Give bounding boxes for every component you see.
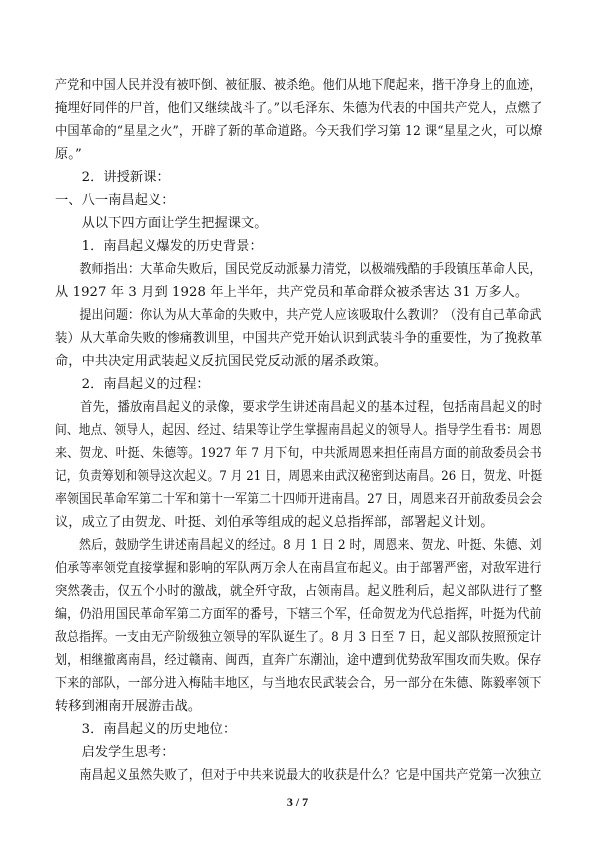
- text-line: 转移到湘南开展游击战。: [55, 699, 202, 714]
- text-line: 提出问题：你认为从大革命的失败中，共产党人应该吸取什么教训？（没有自己革命武: [55, 308, 542, 323]
- text-line: 议，成立了由贺龙、叶挺、刘伯承等组成的起义总指挥部，部署起义计划。: [55, 515, 494, 530]
- text-line: 间、地点、领导人，起因、经过、结果等让学生掌握南昌起义的领导人。指导学生看书：周恩: [55, 423, 542, 438]
- text-line: 产党和中国人民并没有被吓倒、被征服、被杀绝。他们从地下爬起来，揩干净身上的血迹，: [55, 78, 542, 93]
- text-line: 伯承等率领党直接掌握和影响的军队两万余人在南昌宣布起义。由于部署严密，对敌军进行: [55, 561, 542, 576]
- text-line: 来、贺龙、叶挺、朱德等。1927 年 7 月下旬，中共派周恩来担任南昌方面的前敌委员会书: [55, 446, 542, 461]
- text-line: 南昌起义虽然失败了，但对于中共来说最大的收获是什么？它是中国共产党第一次独立: [55, 768, 542, 783]
- text-line: 教师指出：大革命失败后，国民党反动派暴力清党，以极端残酷的手段镇压革命人民，: [55, 262, 542, 277]
- subsection-heading: 1．南昌起义爆发的历史背景：: [55, 239, 263, 254]
- text-line: 原。”: [55, 147, 82, 162]
- text-line: 装）从大革命失败的惨痛教训里，中国共产党开始认识到武装斗争的重要性，为了挽救革: [55, 331, 543, 346]
- section-heading: 2．讲授新课：: [55, 170, 170, 185]
- text-line: 首先，播放南昌起义的录像，要求学生讲述南昌起义的基本过程，包括南昌起义的时: [55, 400, 543, 415]
- text-line: 敌总指挥。一支由无产阶级独立领导的军队诞生了。8 月 3 日至 7 日，起义部队按照预定计: [55, 630, 542, 645]
- text-line: 命，中共决定用武装起义反抗国民党反动派的屠杀政策。: [55, 354, 388, 369]
- text-line: 从 1927 年 3 月到 1928 年上半年，共产党员和革命群众被杀害达 31 万多人。: [55, 285, 529, 300]
- text-line: 中国革命的“星星之火”，开辟了新的革命道路。今天我们学习第 12 课“星星之火，可以燎: [55, 124, 543, 139]
- text-line: 然后，鼓励学生讲述南昌起义的经过。8 月 1 日 2 时，周恩来、贺龙、叶挺、朱德、刘: [55, 538, 542, 553]
- subsection-heading: 3．南昌起义的历史地位：: [55, 722, 237, 737]
- text-line: 从以下四方面让学生把握课文。: [55, 216, 268, 231]
- text-line: 划，相继撤离南昌，经过赣南、闽西，直奔广东潮汕，途中遭到优势敌军围攻而失败。保存: [55, 653, 542, 668]
- subsection-heading: 2．南昌起义的过程：: [55, 377, 210, 392]
- page-number: 3 / 7: [286, 795, 309, 809]
- section-heading: 一、八一南昌起义：: [55, 193, 175, 208]
- text-line: 突然袭击，仅五个小时的激战，就全歼守敌，占领南昌。起义胜利后，起义部队进行了整: [55, 584, 543, 599]
- text-line: 记，负责筹划和领导这次起义。7 月 21 日，周恩来由武汉秘密到达南昌。26 日，贺龙、叶挺: [55, 469, 543, 484]
- text-line: 下来的部队，一部分进入梅陆丰地区，与当地农民武装会合，另一部分在朱德、陈毅率领下: [55, 676, 542, 691]
- text-line: 启发学生思考：: [55, 745, 175, 760]
- text-line: 掩埋好同伴的尸首，他们又继续战斗了。”以毛泽东、朱德为代表的中国共产党人，点燃了: [55, 101, 543, 116]
- text-line: 编，仍沿用国民革命军第二方面军的番号，下辖三个军，任命贺龙为代总指挥，叶挺为代前: [55, 607, 542, 622]
- text-line: 率领国民革命军第二十军和第十一军第二十四师开进南昌。27 日，周恩来召开前敌委员会会: [55, 492, 543, 507]
